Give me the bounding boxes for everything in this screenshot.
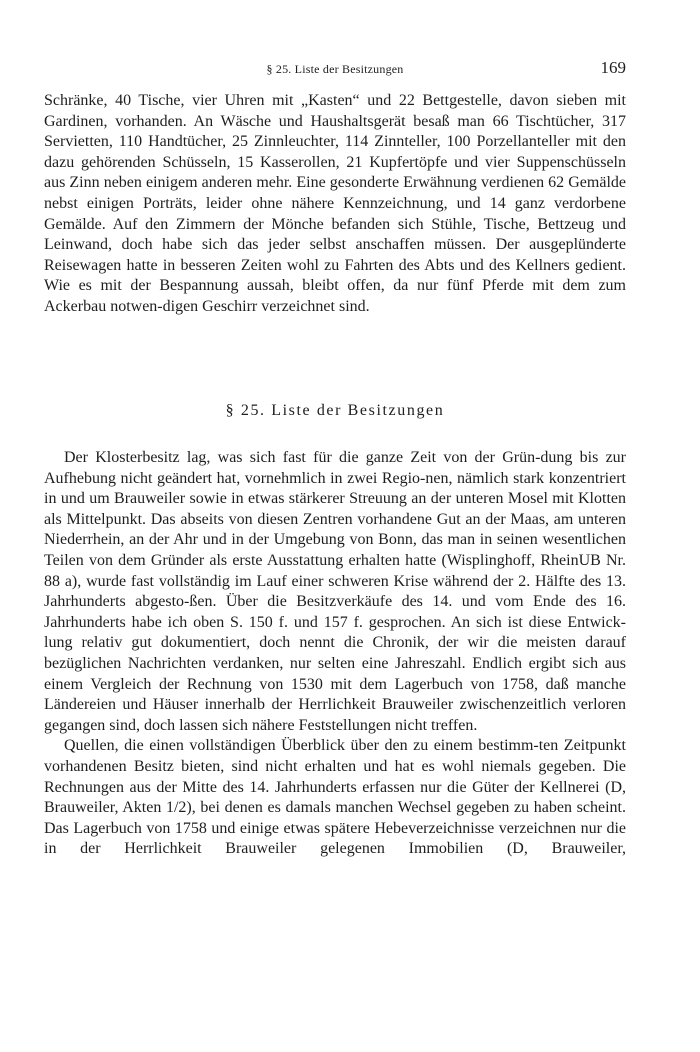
running-head xyxy=(44,58,626,80)
section-text-block xyxy=(44,448,626,860)
running-title: § 25. Liste der Besitzungen xyxy=(266,62,404,76)
section-heading: § 25. Liste der Besitzungen xyxy=(225,402,445,419)
page-number: 169 xyxy=(600,58,626,77)
paragraph-1: Der Klosterbesitz lag, was sich fast für die ganze Zeit von der Grün-dung bis zur Aufhebung nicht geändert hat, vornehmlich in zwei Regio-nen, nämlich stark konzentriert in und um Brauweiler sowie in etwas stärkerer Streuung an der unteren Mosel mit Klotten als Mittelpunkt. Das abseits von diesen Zentren vorhandene Gut an der Maas, am unteren Niederrhein, an der Ahr und in der Umgebung von Bonn, das man in seinen wesentlichen Teilen von dem Gründer als erste Ausstattung erhalten hatte (Wisplinghoff, RheinUB Nr. 88 a), wurde fast vollständig im Lauf einer schweren Krise während der 2. Hälfte des 13. Jahrhunderts abgesto-ßen. Über die Besitzverkäufe des 14. und vom Ende des 16. Jahrhunderts habe ich oben S. 150 f. und 157 f. gesprochen. An sich ist diese Entwick-lung relativ gut dokumentiert, doch nennt die Chronik, der wir die meisten darauf bezüglichen Nachrichten verdanken, nur selten eine Jahreszahl. Endlich ergibt sich aus einem Vergleich der Rechnung von 1530 mit dem Lagerbuch von 1758, daß manche Ländereien und Häuser innerhalb der Herrlichkeit Brauweiler zwischenzeitlich verloren gegangen sind, doch lassen sich nähere Feststellungen nicht treffen. xyxy=(44,449,626,734)
paragraph-2: Quellen, die einen vollständigen Überblick über den zu einem bestimm-ten Zeitpunkt vorhandenen Besitz bieten, sind nicht erhalten und hat es wohl niemals gegeben. Die Rechnungen aus der Mitte des 14. Jahrhunderts erfassen nur die Güter der Kellnerei (D, Brauweiler, Akten 1/2), bei denen es damals manchen Wechsel gegeben zu haben scheint. Das Lagerbuch von 1758 und einige etwas spätere Hebeverzeichnisse verzeichnen nur die in der Herrlichkeit Brauweiler gelegenen Immobilien (D, Brauweiler, xyxy=(44,737,626,858)
continuation-text-block xyxy=(44,91,626,318)
continuation-paragraph: Schränke, 40 Tische, vier Uhren mit „Kasten“ und 22 Bettgestelle, davon sieben mit Gardinen, vorhanden. An Wäsche und Haushaltsgerät besaß man 66 Tischtücher, 317 Servietten, 110 Handtücher, 25 Zinnleuchter, 114 Zinnteller, 100 Porzellanteller mit den dazu gehörenden Schüsseln, 15 Kasserollen, 21 Kupfertöpfe und vier Suppenschüsseln aus Zinn neben einigem anderen mehr. Eine gesonderte Erwähnung verdienen 62 Gemälde nebst einigen Porträts, leider ohne nähere Kennzeichnung, und 14 ganz verdorbene Gemälde. Auf den Zimmern der Mönche befanden sich Stühle, Tische, Bettzeug und Leinwand, doch habe sich das jeder selbst anschaffen müssen. Der ausgeplünderte Reisewagen hatte in besseren Zeiten wohl zu Fahrten des Abts und des Kellners gedient. Wie es mit der Bespannung aussah, bleibt offen, da nur fünf Pferde mit dem zum Ackerbau notwen-digen Geschirr verzeichnet sind. xyxy=(44,92,626,315)
